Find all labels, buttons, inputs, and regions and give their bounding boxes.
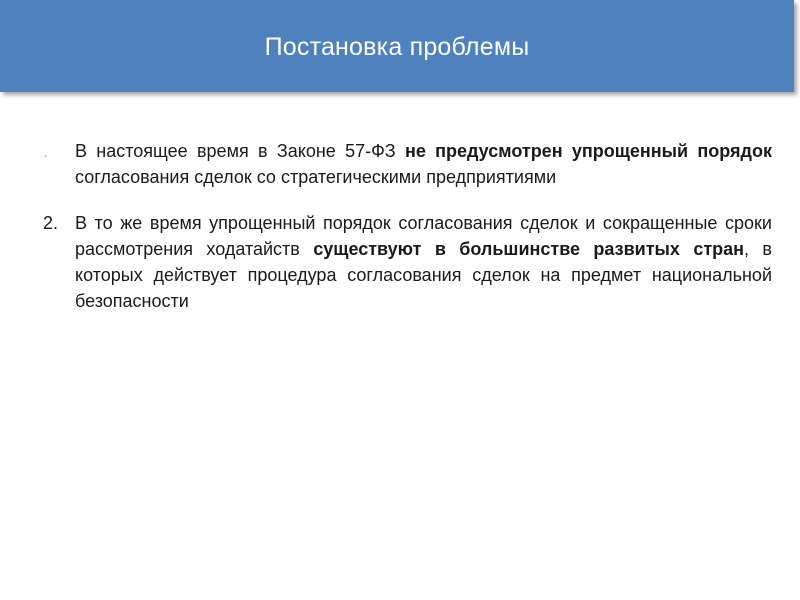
law-reference: 57-ФЗ [345,141,396,161]
emphasis-text: не предусмотрен упрощенный порядок [404,141,772,161]
text-segment: , в которых действует процедура согласования сделок на предмет национальной безопасности [75,239,772,311]
title-banner [0,0,794,92]
list-marker: 2. [43,213,59,233]
text-segment [396,141,405,161]
slide-title: Постановка проблемы [264,32,530,61]
text-segment: согласования сделок со стратегическими предприятиями [75,167,557,187]
list-item-1 [40,138,772,190]
text-segment: В настоящее время в Законе [75,141,346,161]
emphasis-text: существуют в большинстве развитых стран [313,239,745,259]
list-item-2 [40,210,772,314]
text-segment: В то же время упрощенный порядок согласования сделок и сокращенные сроки рассмотрения ходатайств [75,213,772,259]
slide-body [40,138,772,314]
list-marker: . [44,146,48,160]
